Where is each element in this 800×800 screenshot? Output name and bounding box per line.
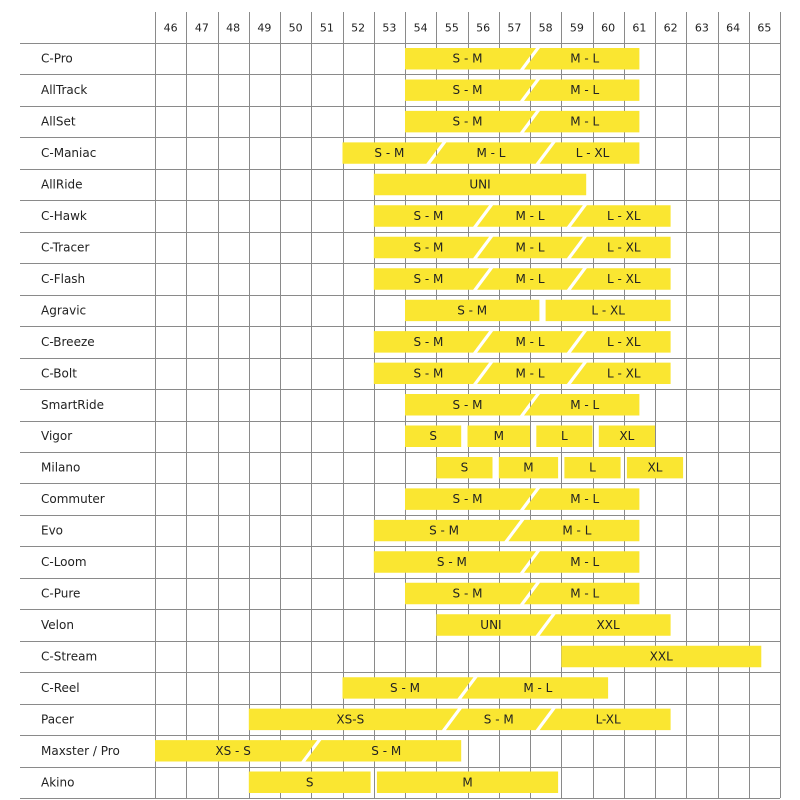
- x-tick-label: 53: [382, 21, 397, 35]
- size-label: S - M: [413, 271, 444, 286]
- size-label: UNI: [469, 177, 491, 192]
- x-tick-label: 52: [351, 21, 366, 35]
- x-tick-label: 63: [694, 21, 709, 35]
- model-label: Maxster / Pro: [41, 743, 120, 758]
- size-label: S - M: [374, 146, 405, 161]
- x-tick-label: 50: [288, 21, 303, 35]
- size-label: M - L: [570, 51, 600, 66]
- size-label: L-XL: [595, 712, 621, 727]
- size-label: M - L: [476, 146, 506, 161]
- x-tick-label: 56: [476, 21, 491, 35]
- model-label: C-Loom: [41, 555, 87, 570]
- model-label: C-Pure: [41, 586, 81, 601]
- size-label: S - M: [483, 712, 514, 727]
- size-label: M - L: [570, 397, 600, 412]
- size-label: M: [462, 775, 473, 790]
- model-label: C-Breeze: [41, 334, 95, 349]
- size-label: S - M: [413, 209, 444, 224]
- size-label: M - L: [562, 523, 592, 538]
- size-label: M - L: [515, 209, 545, 224]
- model-label: AllTrack: [41, 83, 88, 98]
- size-label: S - M: [413, 366, 444, 381]
- model-label: Velon: [41, 617, 74, 632]
- model-label: Evo: [41, 523, 64, 538]
- size-label: S - M: [413, 240, 444, 255]
- size-label: M: [523, 460, 534, 475]
- size-label: L - XL: [591, 303, 625, 318]
- size-label: M - L: [515, 334, 545, 349]
- model-label: Milano: [41, 460, 81, 475]
- size-label: L: [561, 429, 568, 444]
- model-label: Commuter: [41, 492, 105, 507]
- model-label: Agravic: [41, 303, 87, 318]
- size-label: M - L: [570, 492, 600, 507]
- model-label: C-Stream: [41, 649, 98, 664]
- size-label: S - M: [371, 743, 402, 758]
- x-tick-label: 58: [538, 21, 553, 35]
- size-label: M - L: [570, 586, 600, 601]
- size-label: L: [589, 460, 596, 475]
- size-label: XXL: [596, 617, 620, 632]
- model-label: C-Pro: [41, 51, 73, 66]
- model-label: C-Reel: [41, 680, 80, 695]
- x-tick-label: 64: [726, 21, 741, 35]
- size-label: S - M: [452, 492, 483, 507]
- model-label: AllSet: [41, 114, 76, 129]
- x-tick-label: 55: [444, 21, 459, 35]
- size-label: S - M: [452, 83, 483, 98]
- size-label: L - XL: [606, 366, 641, 381]
- size-label: M - L: [515, 366, 545, 381]
- x-tick-label: 51: [319, 21, 334, 35]
- size-label: M - L: [515, 271, 545, 286]
- model-label: C-Hawk: [41, 209, 87, 224]
- x-tick-label: 46: [163, 21, 178, 35]
- size-label: S: [305, 775, 314, 790]
- x-tick-label: 47: [194, 21, 209, 35]
- size-label: S: [429, 429, 437, 444]
- size-label: M - L: [523, 680, 553, 695]
- size-label: S - M: [390, 680, 420, 695]
- size-label: XS-S: [336, 712, 365, 727]
- model-label: AllRide: [41, 177, 83, 192]
- x-tick-label: 59: [569, 21, 584, 35]
- size-label: M - L: [515, 240, 545, 255]
- model-label: C-Maniac: [41, 146, 97, 161]
- x-tick-label: 57: [507, 21, 522, 35]
- x-tick-label: 62: [663, 21, 678, 35]
- size-label: S: [460, 460, 469, 475]
- size-label: M - L: [570, 114, 600, 129]
- model-label: C-Tracer: [41, 240, 90, 255]
- size-label: S - M: [452, 51, 483, 66]
- x-tick-label: 60: [601, 21, 616, 35]
- size-label: S - M: [452, 397, 483, 412]
- size-label: S - M: [436, 555, 467, 570]
- size-label: UNI: [480, 617, 502, 632]
- size-label: S - M: [429, 523, 460, 538]
- size-label: L - XL: [606, 209, 641, 224]
- model-label: C-Flash: [41, 271, 86, 286]
- size-label: S - M: [413, 334, 444, 349]
- x-tick-label: 49: [257, 21, 272, 35]
- x-tick-label: 48: [226, 21, 241, 35]
- model-label: C-Bolt: [41, 366, 77, 381]
- model-label: Akino: [41, 775, 75, 790]
- size-label: L - XL: [575, 146, 610, 161]
- size-label: XL: [619, 429, 635, 444]
- size-label: XXL: [649, 649, 673, 664]
- model-label: SmartRide: [41, 397, 104, 412]
- size-label: S - M: [452, 586, 483, 601]
- x-tick-label: 61: [632, 21, 647, 35]
- size-label: L - XL: [606, 334, 641, 349]
- size-label: L - XL: [606, 271, 641, 286]
- size-label: L - XL: [606, 240, 641, 255]
- x-tick-label: 54: [413, 21, 428, 35]
- x-tick-label: 65: [757, 21, 772, 35]
- model-label: Pacer: [41, 712, 74, 727]
- size-label: M: [493, 429, 504, 444]
- size-label: XL: [647, 460, 663, 475]
- size-label: S - M: [452, 114, 483, 129]
- model-label: Vigor: [41, 429, 73, 444]
- size-label: M - L: [570, 83, 600, 98]
- size-label: XS - S: [215, 743, 251, 758]
- size-label: S - M: [457, 303, 488, 318]
- size-label: M - L: [570, 555, 600, 570]
